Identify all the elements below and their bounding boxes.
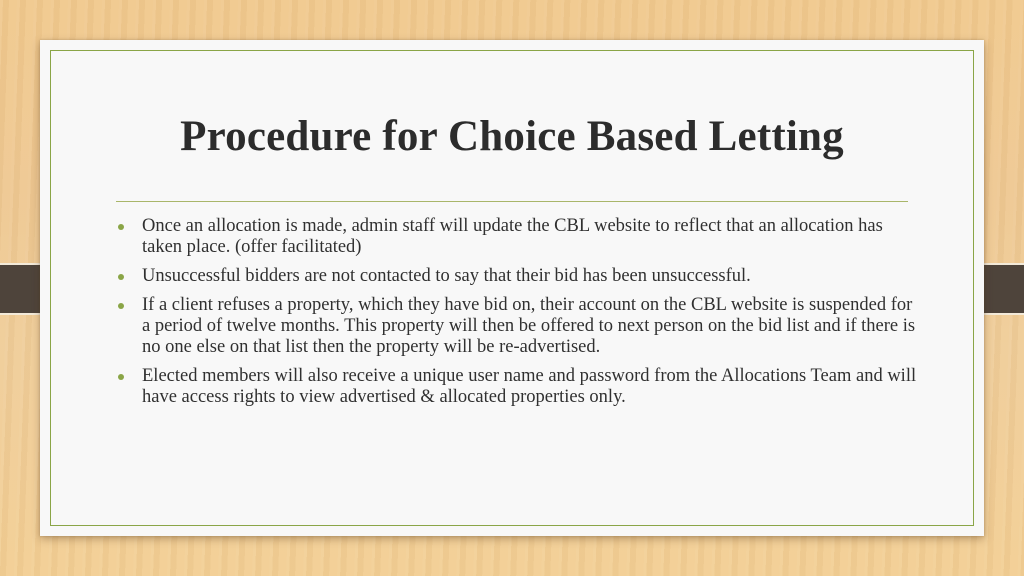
title-divider [116,201,908,202]
bullet-item [118,266,918,287]
bullet-item [118,295,918,358]
bullet-item [118,366,918,408]
bullet-text: If a client refuses a property, which they have bid on, their account on the CBL website is suspended for a period of twelve months. This property will then be offered to next person on the bid list and if there is no one else on that list then the property will be re-advertised. [142,295,916,357]
slide-title: Procedure for Choice Based Letting [180,113,844,160]
bullet-icon [118,303,124,309]
bullet-text: Once an allocation is made, admin staff will update the CBL website to reflect that an allocation has taken place. (offer facilitated) [142,216,883,257]
bullet-text: Unsuccessful bidders are not contacted to say that their bid has been unsuccessful. [142,266,751,286]
slide-card [40,40,984,536]
bullet-list [118,216,918,416]
bullet-icon [118,274,124,280]
bullet-icon [118,224,124,230]
bullet-text: Elected members will also receive a unique user name and password from the Allocations Team and will have access rights to view advertised & allocated properties only. [142,366,917,407]
bullet-item [118,216,918,258]
bullet-icon [118,374,124,380]
